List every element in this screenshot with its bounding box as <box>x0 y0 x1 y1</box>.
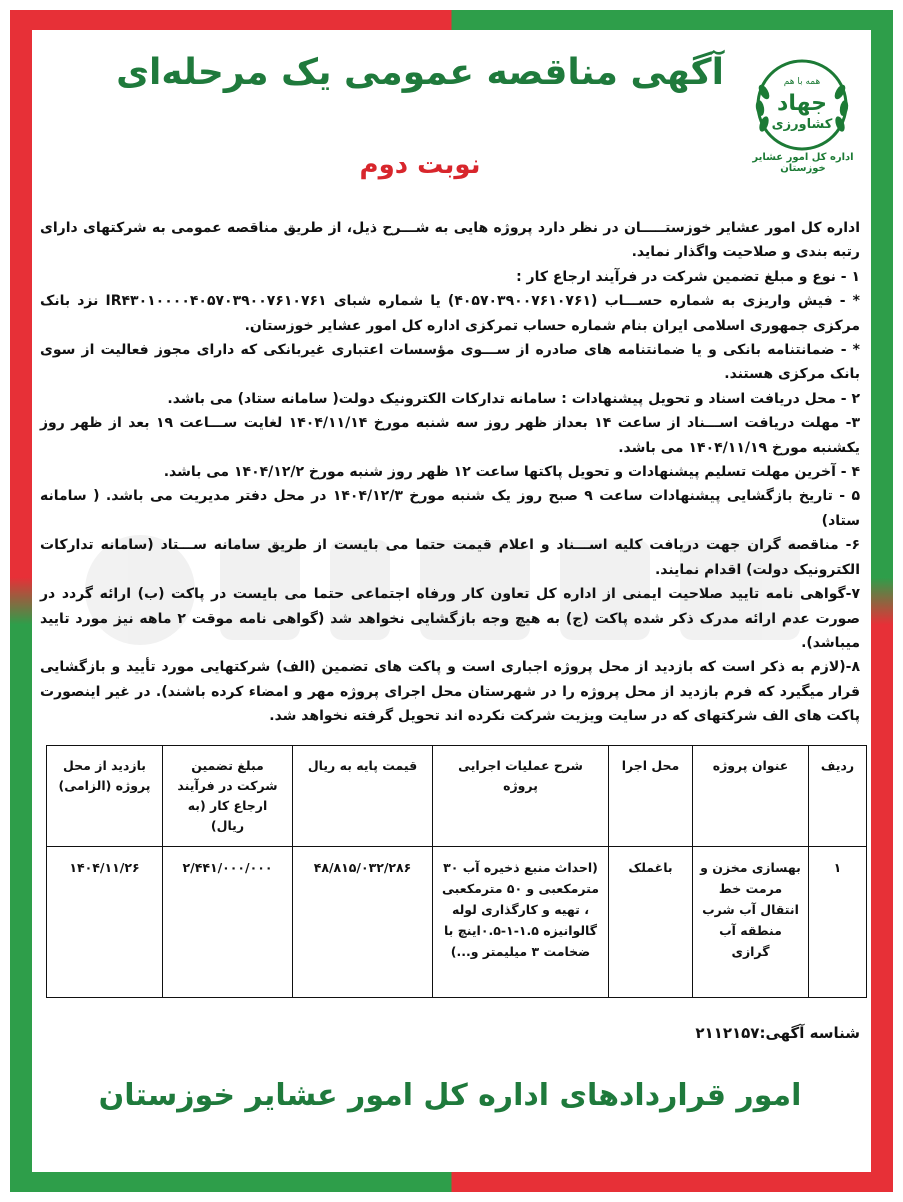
border-left <box>10 10 32 1192</box>
border-top <box>10 10 893 30</box>
header-site-visit: بازدید از محل پروژه (الزامی) <box>47 746 163 847</box>
cell-row-number: ۱ <box>809 847 867 998</box>
page-title: آگهی مناقصه عمومی یک مرحله‌ای <box>116 52 724 93</box>
logo-top-text: همه با هم <box>783 77 821 87</box>
border-bottom <box>10 1172 893 1192</box>
clause-7: ۷-گواهی نامه تایید صلاحیت ایمنی از اداره کل تعاون کار ورفاه اجتماعی حتما می بایست در پاکت (ب) ارائه گردد در صورت عدم ارائه مدرک ذکر شده پاکت (ج) به هیچ وجه بازگشایی نخواهد شد (گواهی نامه موقت ۲ ماهه نیز مورد تایید میباشد). <box>40 586 860 651</box>
logo-main-text: جهاد <box>777 91 827 116</box>
tender-description <box>40 216 860 729</box>
clause-4: ۴ - آخرین مهلت تسلیم پیشنهادات و تحویل پاکتها ساعت ۱۲ ظهر روز شنبه مورخ ۱۴۰۴/۱۲/۲ می باشد. <box>163 464 860 481</box>
table-header-row <box>47 746 867 847</box>
clause-1-guarantee: * - ضمانتنامه بانکی و یا ضمانتنامه های صادره از ســـوی مؤسسات اعتباری غیربانکی که دارای مجوز فعالیت از سوی بانک مرکزی هستند. <box>40 342 860 383</box>
header-location: محل اجرا <box>609 746 693 847</box>
intro-paragraph: اداره کل امور عشایر خوزستـــــان در نظر دارد پروژه هایی به شـــرح ذیل، از طریق مناقصه عمومی به شرکتهای دارای رتبه بندی و صلاحیت واگذار نماید. <box>40 220 860 261</box>
header-guarantee-amount: مبلغ تضمین شرکت در فرآیند ارجاع کار (به ریال) <box>163 746 293 847</box>
cell-guarantee-amount: ۲/۴۴۱/۰۰۰/۰۰۰ <box>163 847 293 998</box>
header-project-title: عنوان پروژه <box>693 746 809 847</box>
cell-base-price: ۴۸/۸۱۵/۰۳۲/۲۸۶ <box>293 847 433 998</box>
clause-1-deposit: * - فیش واریزی به شماره حســـاب (۴۰۵۷۰۳۹۰۰۷۶۱۰۷۶۱) یا شماره شبای IR۴۳۰۱۰۰۰۰۴۰۵۷۰۳۹۰۰۷۶۱۰۷۶۱ نزد بانک مرکزی جمهوری اسلامی ایران بنام شماره حساب تمرکزی اداره کل امور عشایر خوزستان. <box>40 293 860 334</box>
table-row <box>47 847 867 998</box>
clause-8: ۸-(لازم به ذکر است که بازدید از محل پروژه اجباری است و پاکت های تضمین (الف) شرکتهایی مورد تأیید و بازگشایی قرار میگیرد که فرم بازدید از محل پروژه را در شهرستان محل اجرای پروژه مهر و امضاء کرده باشند). در غیر اینصورت پاکت های الف شرکتهای که در سایت ویزیت شرکت نکرده اند تحویل گرفته نخواهد شد. <box>40 659 860 725</box>
clause-2: ۲ - محل دریافت اسناد و تحویل پیشنهادات : سامانه تدارکات الکترونیک دولت( سامانه ستاد) می باشد. <box>167 390 860 407</box>
clause-5: ۵ - تاریخ بازگشایی پیشنهادات ساعت ۹ صبح روز یک شنبه مورخ ۱۴۰۴/۱۲/۳ در محل دفتر مدیریت می باشد. ( سامانه ستاد) <box>40 488 860 529</box>
cell-site-visit-date: ۱۴۰۴/۱۱/۲۶ <box>47 847 163 998</box>
clause-1: ۱ - نوع و مبلغ تضمین شرکت در فرآیند ارجاع کار : <box>516 268 860 285</box>
ad-identifier: شناسه آگهی:۲۱۱۲۱۵۷ <box>695 1024 860 1042</box>
clause-6: ۶- مناقصه گران جهت دریافت کلیه اســـناد و اعلام قیمت حتما می بایست از طریق سامانه ســـتاد (سامانه تدارکات الکترونیک دولت) اقدام نمایند. <box>40 537 860 578</box>
cell-location: باغملک <box>609 847 693 998</box>
header-row-number: ردیف <box>809 746 867 847</box>
logo-sub-text: کشاورزی <box>771 117 833 132</box>
cell-operations: (احداث منبع ذخیره آب ۳۰ مترمکعبی و ۵۰ مترمکعبی ، تهیه و کارگذاری لوله گالوانیزه ۱.۵-۱-۰.۵اینچ با ضخامت ۳ میلیمتر و...) <box>433 847 609 998</box>
header-operations: شرح عملیات اجرایی پروژه <box>433 746 609 847</box>
cell-project-title: بهسازی مخزن و مرمت خط انتقال آب شرب منطقه آب گرازی <box>693 847 809 998</box>
footer-organization: امور قراردادهای اداره کل امور عشایر خوزستان <box>98 1078 802 1113</box>
notice-round: نوبت دوم <box>359 150 481 180</box>
logo-caption: اداره کل امور عشایر خوزستان <box>752 152 854 174</box>
clause-3: ۳- مهلت دریافت اســـناد از ساعت ۱۴ بعداز ظهر روز سه شنبه مورخ ۱۴۰۴/۱۱/۱۴ لغایت ســـاعت ۱۹ بعد از ظهر روز یکشنبه مورخ ۱۴۰۴/۱۱/۱۹ می باشد. <box>40 415 861 456</box>
header-base-price: قیمت پایه به ریال <box>293 746 433 847</box>
border-right <box>871 10 893 1192</box>
projects-table <box>46 745 867 998</box>
